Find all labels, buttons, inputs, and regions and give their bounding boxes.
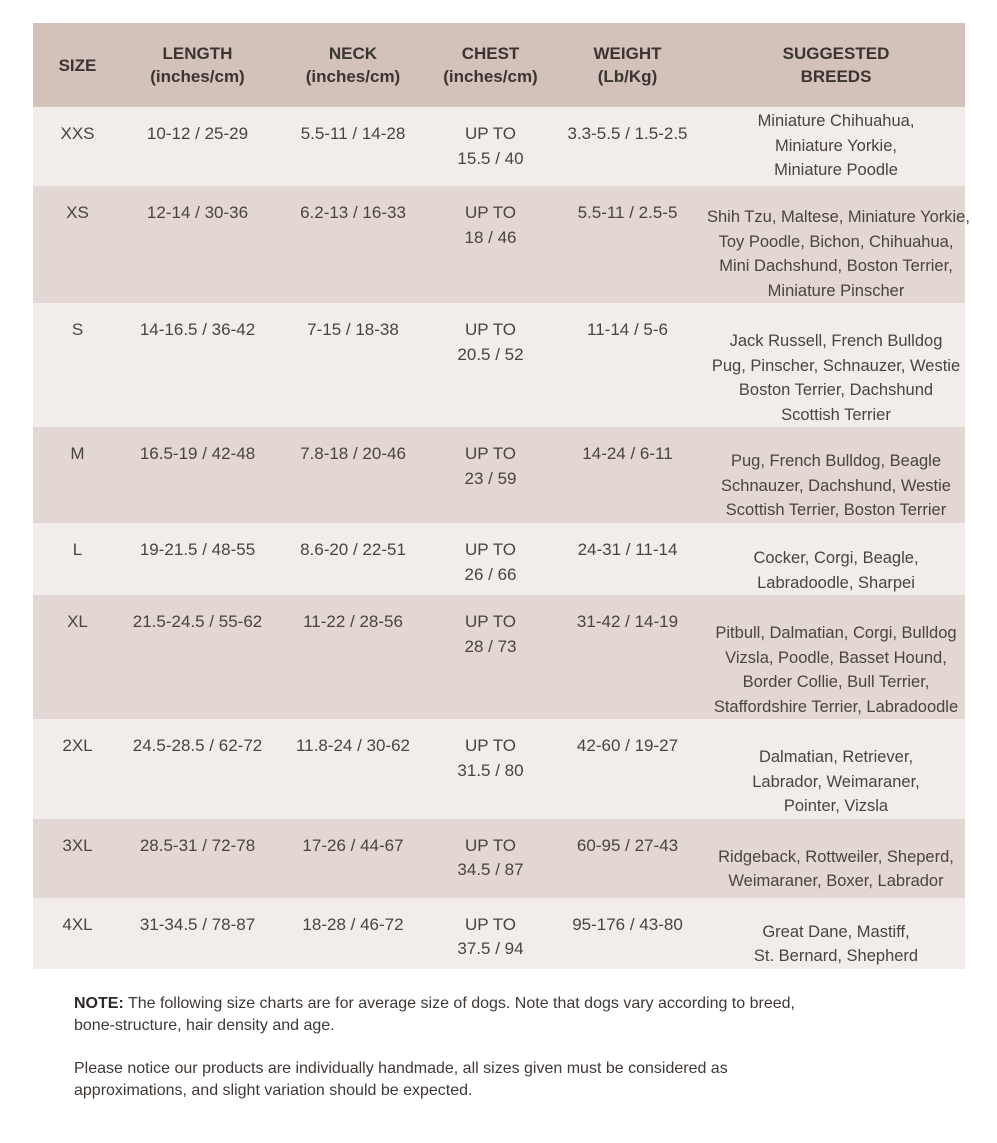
breeds-cell: [707, 427, 965, 523]
header-size-line: SIZE: [58, 55, 97, 75]
header-neck: [273, 23, 433, 107]
chest-line: UP TO: [464, 835, 517, 855]
chest-line: UP TO: [464, 914, 517, 934]
chest-line: UP TO: [464, 612, 517, 631]
weight-cell: 3.3-5.5 / 1.5-2.5: [567, 124, 688, 143]
neck-cell: 7-15 / 18-38: [307, 320, 399, 339]
breed-line: Shih Tzu, Maltese, Miniature Yorkie,: [707, 208, 970, 226]
weight-cell: 11-14 / 5-6: [587, 320, 668, 339]
header-suggested-breeds-line: BREEDS: [800, 67, 872, 86]
breed-line: Pug, French Bulldog, Beagle: [730, 452, 942, 470]
size-cell: XL: [67, 612, 88, 631]
table-row: [33, 719, 965, 819]
chest-line: UP TO: [464, 444, 517, 463]
neck-cell: 18-28 / 46-72: [302, 914, 404, 934]
weight-cell: 60-95 / 27-43: [576, 835, 679, 855]
size-note-text-1: The following size charts are for average size of dogs. Note that dogs vary according to breed,: [123, 995, 795, 1012]
handmade-note-text-1: Please notice our products are individually handmade, all sizes given must be considered as: [74, 1060, 728, 1077]
breeds-cell: [707, 898, 965, 969]
table-row: [33, 819, 965, 898]
neck-cell: 5.5-11 / 14-28: [300, 124, 406, 143]
breed-line: Dalmatian, Retriever,: [758, 748, 914, 766]
chest-cell: [433, 719, 548, 819]
header-neck-line: (inches/cm): [305, 67, 401, 86]
header-weight-line: (Lb/Kg): [597, 67, 658, 86]
neck-cell: 11.8-24 / 30-62: [295, 736, 411, 755]
chest-line: UP TO: [464, 203, 517, 222]
size-cell: S: [71, 320, 84, 339]
length-cell: 12-14 / 30-36: [146, 203, 249, 222]
weight-cell: 14-24 / 6-11: [582, 444, 673, 463]
table-row: [33, 595, 965, 719]
header-chest: [433, 23, 548, 107]
neck-cell: 17-26 / 44-67: [302, 835, 404, 855]
length-cell: 21.5-24.5 / 55-62: [132, 612, 263, 631]
chest-line: 26 / 66: [464, 564, 517, 584]
size-cell: 4XL: [62, 914, 93, 934]
chest-line: 37.5 / 94: [457, 939, 524, 958]
length-cell: 10-12 / 25-29: [146, 124, 249, 143]
chest-cell: [433, 186, 548, 303]
size-cell: L: [72, 540, 83, 559]
chest-cell: [433, 595, 548, 719]
breed-line: St. Bernard, Shepherd: [753, 947, 919, 965]
size-note-text-2: bone-structure, hair density and age.: [74, 1017, 335, 1034]
length-cell: 16.5-19 / 42-48: [139, 444, 256, 463]
breed-line: Scottish Terrier, Boston Terrier: [725, 501, 947, 519]
weight-cell: 31-42 / 14-19: [576, 612, 679, 631]
breed-line: Boston Terrier, Dachshund: [738, 381, 934, 399]
header-row: [33, 23, 965, 107]
size-note: [74, 993, 934, 1037]
header-chest-line: CHEST: [461, 44, 520, 63]
breed-line: Pointer, Vizsla: [783, 797, 889, 815]
neck-cell: 11-22 / 28-56: [303, 612, 403, 631]
neck-cell: 8.6-20 / 22-51: [300, 540, 406, 559]
header-neck-line: NECK: [328, 44, 378, 63]
table-header: [33, 23, 965, 107]
breed-line: Scottish Terrier: [781, 405, 891, 424]
breed-line: Ridgeback, Rottweiler, Sheperd,: [718, 847, 954, 866]
chest-line: 23 / 59: [464, 468, 517, 488]
breed-line: Pitbull, Dalmatian, Corgi, Bulldog: [715, 624, 957, 642]
chest-cell: [433, 898, 548, 969]
breed-line: Jack Russell, French Bulldog: [729, 332, 943, 350]
breed-line: Miniature Chihuahua,: [757, 112, 915, 130]
chest-line: UP TO: [464, 736, 517, 755]
table-row: [33, 186, 965, 303]
size-cell: 3XL: [62, 835, 93, 855]
chest-cell: [433, 107, 548, 186]
chest-line: 34.5 / 87: [457, 860, 524, 879]
table-row: [33, 523, 965, 595]
handmade-note-text-2: approximations, and slight variation should be expected.: [74, 1082, 473, 1099]
breed-line: Weimaraner, Boxer, Labrador: [728, 872, 944, 890]
note-label: NOTE:: [74, 995, 124, 1012]
breed-line: Pug, Pinscher, Schnauzer, Westie: [711, 356, 961, 375]
breeds-cell: [707, 595, 965, 719]
length-cell: 14-16.5 / 36-42: [139, 320, 256, 339]
breeds-cell: [707, 523, 965, 595]
table-row: [33, 107, 965, 186]
breed-line: Labradoodle, Sharpei: [757, 573, 915, 592]
header-suggested-breeds-line: SUGGESTED: [782, 44, 890, 63]
size-cell: 2XL: [62, 736, 93, 755]
chest-line: 15.5 / 40: [457, 148, 524, 168]
header-chest-line: (inches/cm): [443, 67, 538, 86]
size-chart-table: [33, 23, 970, 969]
neck-cell: 6.2-13 / 16-33: [300, 203, 406, 222]
breed-line: Cocker, Corgi, Beagle,: [753, 549, 919, 567]
header-length: [122, 23, 273, 107]
chest-line: UP TO: [464, 320, 517, 339]
header-size: [33, 23, 122, 107]
weight-cell: 42-60 / 19-27: [576, 736, 679, 755]
table-row: [33, 898, 965, 969]
size-cell: M: [70, 444, 85, 463]
chest-line: 28 / 73: [464, 636, 517, 656]
breed-line: Vizsla, Poodle, Basset Hound,: [725, 648, 947, 667]
length-cell: 24.5-28.5 / 62-72: [132, 736, 263, 755]
breeds-cell: [707, 186, 970, 303]
table-row: [33, 303, 965, 427]
neck-cell: 7.8-18 / 20-46: [300, 444, 406, 463]
length-cell: 19-21.5 / 48-55: [139, 540, 256, 559]
weight-cell: 95-176 / 43-80: [572, 914, 683, 934]
length-cell: 28.5-31 / 72-78: [139, 835, 256, 855]
header-weight-line: WEIGHT: [593, 44, 662, 63]
breed-line: Miniature Poodle: [774, 161, 898, 179]
chest-line: UP TO: [464, 124, 517, 143]
table-row: [33, 427, 965, 523]
breed-line: Mini Dachshund, Boston Terrier,: [719, 257, 953, 275]
breed-line: Staffordshire Terrier, Labradoodle: [713, 697, 959, 716]
breed-line: Schnauzer, Dachshund, Westie: [721, 476, 951, 495]
header-length-line: (inches/cm): [150, 67, 245, 86]
breed-line: Miniature Pinscher: [767, 281, 905, 300]
size-note-line-1: [74, 993, 934, 1015]
chest-line: 18 / 46: [464, 227, 517, 247]
chest-line: 31.5 / 80: [457, 760, 524, 780]
size-cell: XXS: [60, 124, 95, 143]
chest-line: UP TO: [464, 540, 517, 559]
breed-line: Labrador, Weimaraner,: [752, 772, 920, 791]
table-body: [33, 107, 970, 969]
chest-cell: [433, 523, 548, 595]
header-suggested-breeds: [707, 23, 965, 107]
size-cell: XS: [66, 203, 89, 222]
breed-line: Border Collie, Bull Terrier,: [742, 673, 930, 691]
breeds-cell: [707, 719, 965, 819]
header-length-line: LENGTH: [162, 44, 233, 63]
chest-cell: [433, 303, 548, 427]
chest-cell: [433, 819, 548, 898]
weight-cell: 24-31 / 11-14: [577, 540, 678, 559]
length-cell: 31-34.5 / 78-87: [139, 914, 256, 934]
breed-line: Toy Poodle, Bichon, Chihuahua,: [718, 232, 954, 251]
breed-line: Miniature Yorkie,: [775, 136, 897, 155]
chest-cell: [433, 427, 548, 523]
breed-line: Great Dane, Mastiff,: [762, 922, 910, 941]
notes-section: [74, 993, 934, 1102]
chest-line: 20.5 / 52: [457, 344, 524, 364]
weight-cell: 5.5-11 / 2.5-5: [577, 203, 678, 222]
handmade-note: [74, 1058, 934, 1102]
header-weight: [548, 23, 707, 107]
breeds-cell: [707, 107, 965, 186]
breeds-cell: [707, 303, 965, 427]
breeds-cell: [707, 819, 965, 898]
